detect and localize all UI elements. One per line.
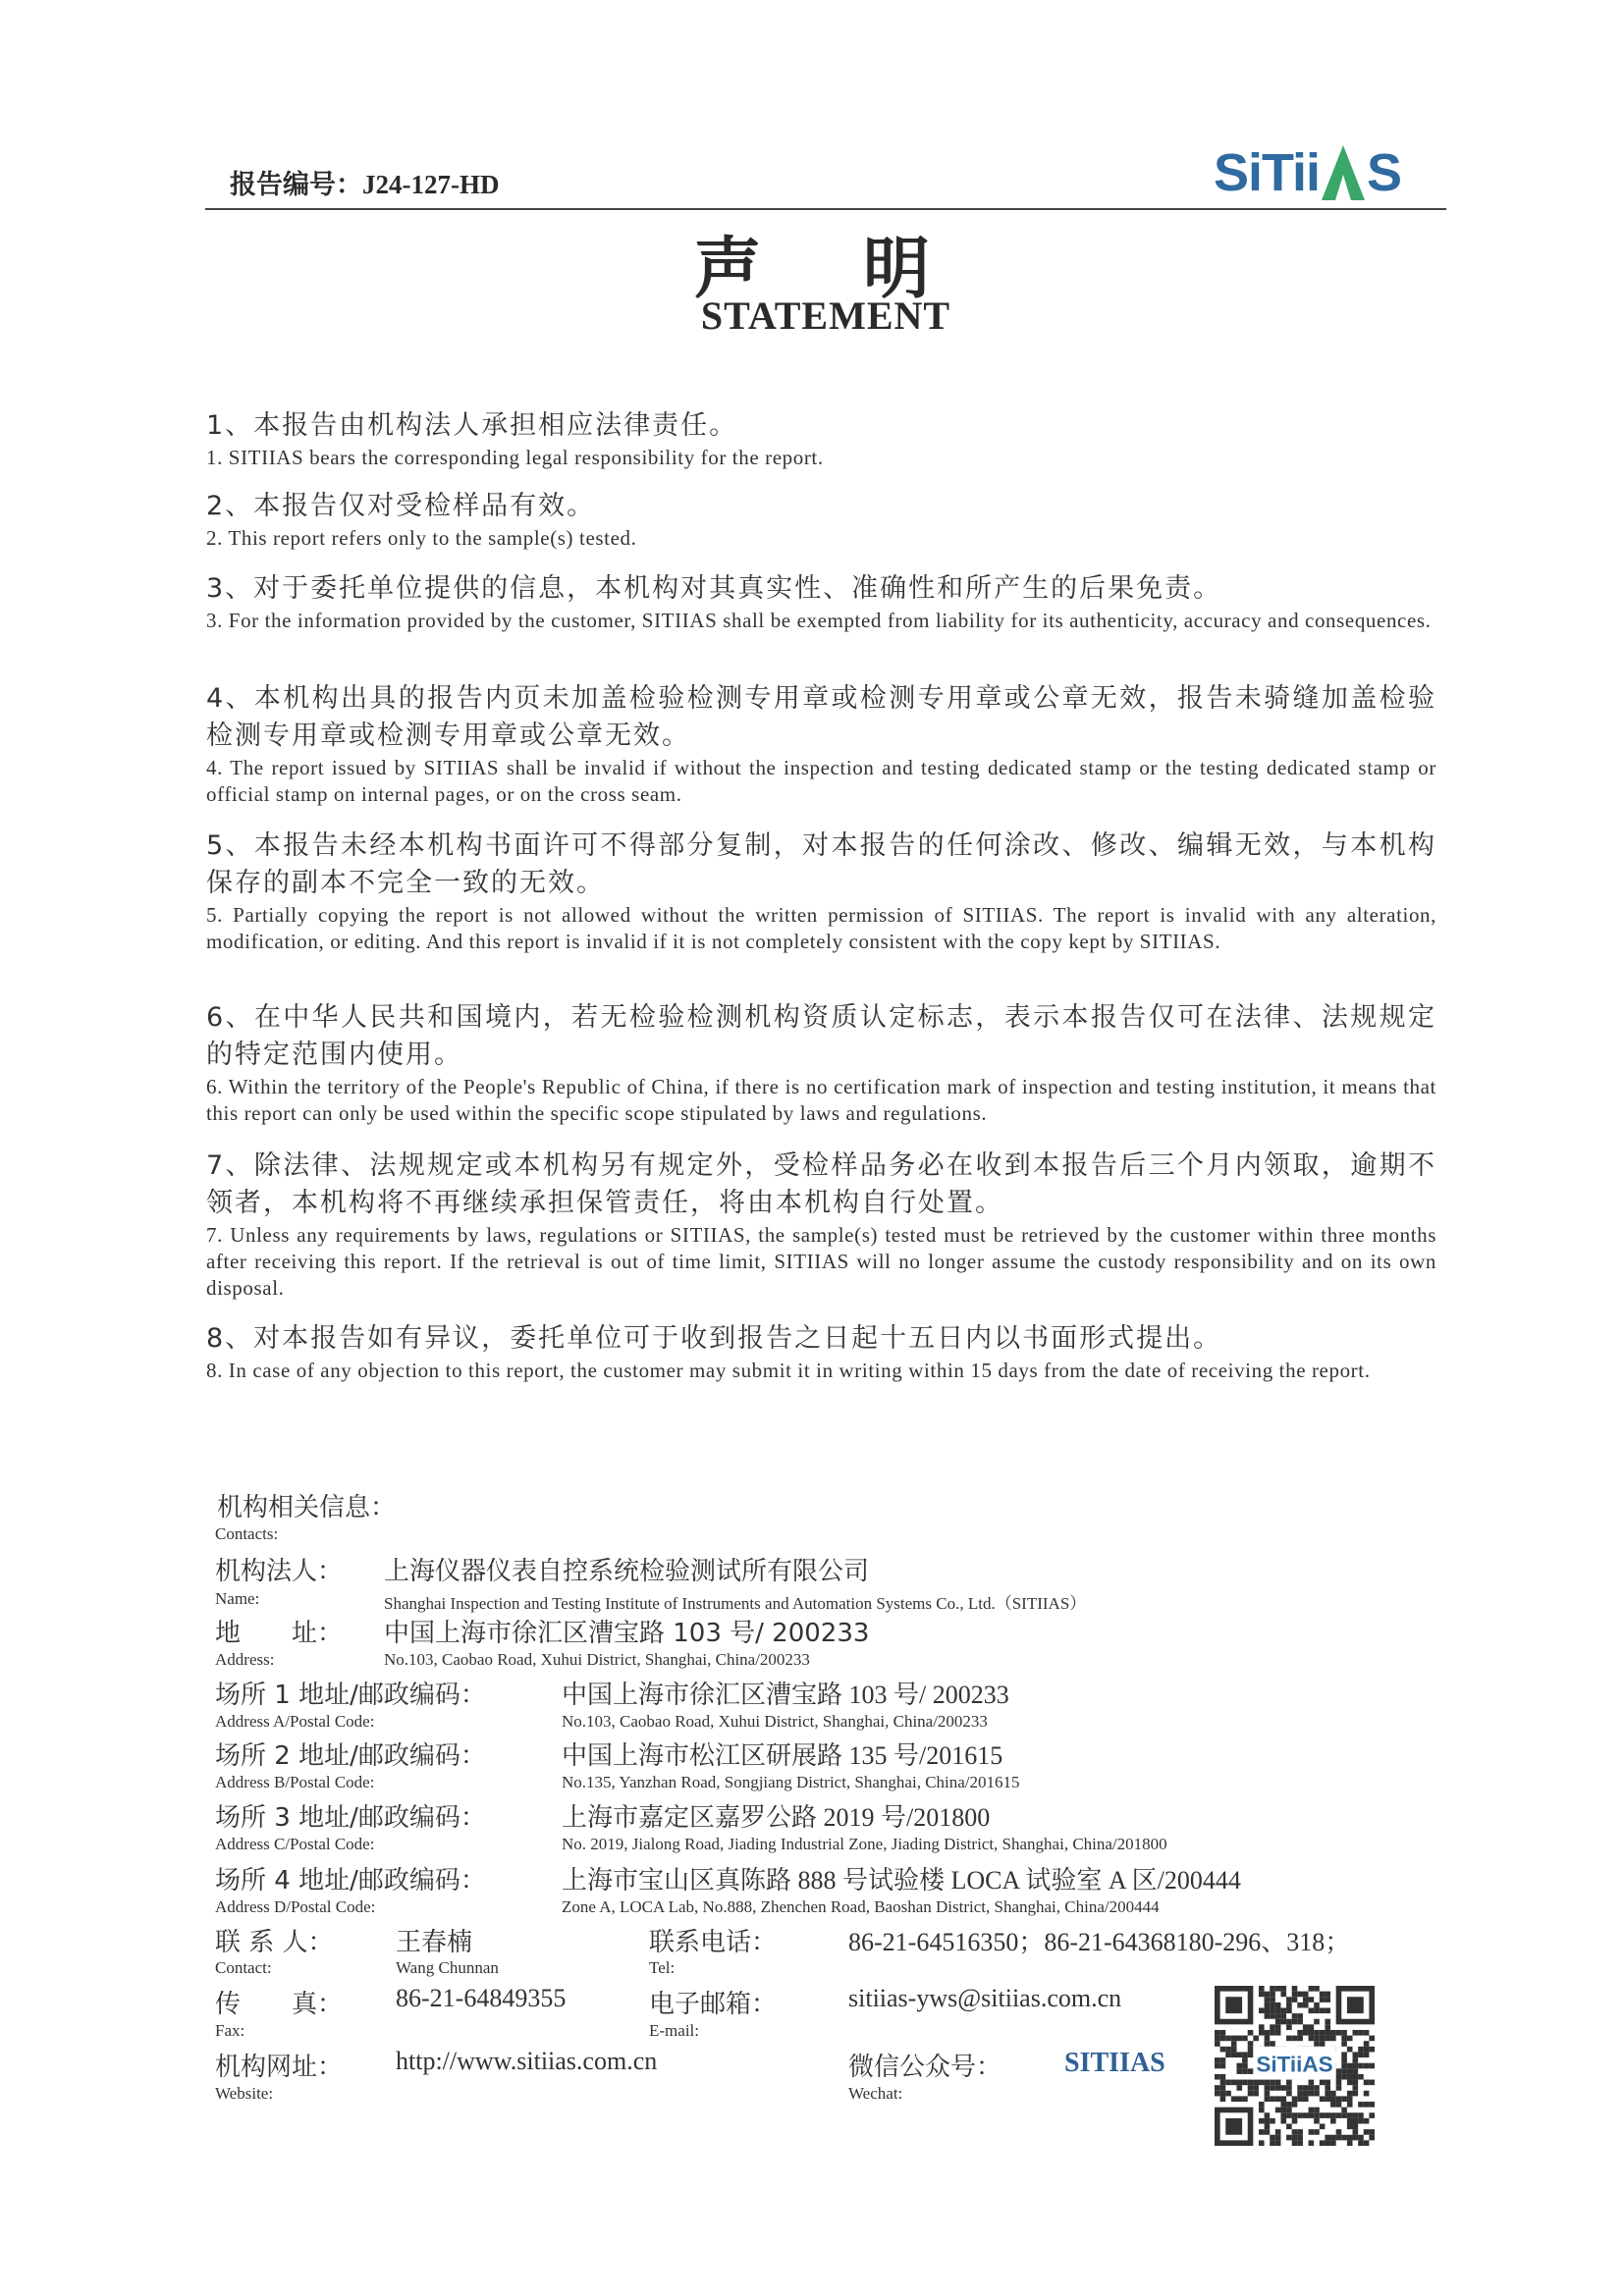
name-label-en: Name: (215, 1589, 260, 1608)
site-address-cn: 中国上海市徐汇区漕宝路 103 号/ 200233 (562, 1681, 1009, 1709)
svg-text:SiTiiAS: SiTiiAS (1256, 2052, 1333, 2077)
statement-item (206, 1320, 1436, 1384)
contact-person-cn: 王春楠 (396, 1928, 473, 1957)
site-address-label-en: Address A/Postal Code: (215, 1712, 375, 1731)
statement-cn: 1、本报告由机构法人承担相应法律责任。 (206, 410, 738, 441)
statement-cn: 8、对本报告如有异议，委托单位可于收到报告之日起十五日内以书面形式提出。 (206, 1323, 1222, 1354)
statement-item (206, 680, 1436, 808)
statement-item (206, 488, 1436, 552)
statement-cn: 5、本报告未经本机构书面许可不得部分复制，对本报告的任何涂改、修改、编辑无效，与本机构保存的副本不完全一致的无效。 (206, 830, 1436, 898)
site-address-cn: 上海市宝山区真陈路 888 号试验楼 LOCA 试验室 A 区/200444 (562, 1866, 1241, 1895)
site-address-en: No.103, Caobao Road, Xuhui District, Shanghai, China/200233 (562, 1712, 988, 1731)
header-divider (205, 208, 1446, 210)
fax-label: 传 真： (215, 1990, 344, 2019)
sitiias-logo: SiTii S (1214, 143, 1402, 202)
org-name-en: Shanghai Inspection and Testing Institute of Instruments and Automation Systems Co., Ltd.（SITIIAS） (384, 1594, 1087, 1613)
statement-en: 5. Partially copying the report is not allowed without the written permission of SITIIAS. The report is invalid with any alteration, modification, or editing. And this report is invalid if it is not completely consistent with the copy kept by SITIIAS. (206, 903, 1436, 953)
site-address-label: 场所 1 地址/邮政编码： (215, 1681, 486, 1710)
wechat-label: 微信公众号： (848, 2053, 1002, 2082)
address-label: 地 址： (215, 1619, 344, 1648)
report-number: 报告编号：J24-127-HD (230, 170, 500, 199)
statement-item (206, 1148, 1436, 1302)
contact-person-en: Wang Chunnan (396, 1958, 499, 1977)
wechat-account-logo: SITIIAS (1064, 2048, 1165, 2078)
page-title-en: STATEMENT (700, 294, 951, 338)
site-address-label-en: Address B/Postal Code: (215, 1773, 375, 1791)
site-address-label-en: Address C/Postal Code: (215, 1835, 375, 1853)
contact-label: 联 系 人： (215, 1928, 334, 1957)
statement-cn: 4、本机构出具的报告内页未加盖检验检测专用章或检测专用章或公章无效，报告未骑缝加盖检验检测专用章或检测专用章或公章无效。 (206, 683, 1436, 751)
address-cn: 中国上海市徐汇区漕宝路 103 号/ 200233 (384, 1619, 870, 1648)
statement-item (206, 407, 1436, 471)
contact-label-en: Contact: (215, 1958, 272, 1977)
site-address-en: No.135, Yanzhan Road, Songjiang District, Shanghai, China/201615 (562, 1773, 1020, 1791)
website-link[interactable]: http://www.sitiias.com.cn (396, 2047, 658, 2075)
statement-cn: 7、除法律、法规规定或本机构另有规定外，受检样品务必在收到本报告后三个月内领取，逾期不领者，本机构将不再继续承担保管责任，将由本机构自行处置。 (206, 1150, 1436, 1218)
site-address-label: 场所 4 地址/邮政编码： (215, 1866, 486, 1896)
site-address-en: No. 2019, Jialong Road, Jiading Industrial Zone, Jiading District, Shanghai, China/201800 (562, 1835, 1167, 1853)
website-label: 机构网址： (215, 2053, 344, 2082)
site-address-label: 场所 2 地址/邮政编码： (215, 1741, 486, 1771)
statement-cn: 6、在中华人民共和国境内，若无检验检测机构资质认定标志，表示本报告仅可在法律、法规规定的特定范围内使用。 (206, 1002, 1436, 1070)
tel-label: 联系电话： (649, 1928, 778, 1957)
title-char: 明 (863, 231, 931, 308)
tel-value: 86-21-64516350；86-21-64368180-296、318； (848, 1928, 1351, 1956)
statement-en: 3. For the information provided by the customer, SITIIAS shall be exempted from liability for its authenticity, accuracy and consequences. (206, 609, 1432, 632)
statement-item (206, 570, 1436, 634)
email-link[interactable]: sitiias-yws@sitiias.com.cn (848, 1984, 1122, 2012)
email-label: 电子邮箱： (649, 1990, 778, 2019)
statement-cn: 2、本报告仅对受检样品有效。 (206, 491, 596, 521)
contacts-heading-en: Contacts: (215, 1524, 279, 1543)
address-en: No.103, Caobao Road, Xuhui District, Shanghai, China/200233 (384, 1650, 810, 1669)
statement-item (206, 999, 1436, 1127)
title-char: 声 (693, 231, 761, 308)
fax-value: 86-21-64849355 (396, 1984, 567, 2012)
contacts-heading: 机构相关信息： (217, 1493, 397, 1522)
statement-en: 8. In case of any objection to this report, the customer may submit it in writing within 15 days from the date of receiving the report. (206, 1359, 1371, 1382)
org-name-cn: 上海仪器仪表自控系统检验测试所有限公司 (384, 1557, 870, 1586)
statement-en: 1. SITIIAS bears the corresponding legal responsibility for the report. (206, 446, 824, 469)
name-label: 机构法人： (215, 1557, 344, 1586)
tel-label-en: Tel: (649, 1958, 676, 1977)
statement-item (206, 828, 1436, 955)
statement-cn: 3、对于委托单位提供的信息，本机构对其真实性、准确性和所产生的后果免责。 (206, 573, 1222, 604)
statement-en: 7. Unless any requirements by laws, regulations or SITIIAS, the sample(s) tested must be retrieved by the customer within three months after receiving this report. If the retrieval is out of time limit, SITIIAS will no longer assume the custody responsibility and on its own disposal. (206, 1223, 1436, 1300)
site-address-cn: 中国上海市松江区研展路 135 号/201615 (562, 1741, 1003, 1770)
site-address-en: Zone A, LOCA Lab, No.888, Zhenchen Road, Baoshan District, Shanghai, China/200444 (562, 1897, 1160, 1916)
statement-en: 4. The report issued by SITIIAS shall be invalid if without the inspection and testing dedicated stamp or the testing dedicated stamp or official stamp on internal pages, or on the cross seam. (206, 756, 1436, 806)
email-label-en: E-mail: (649, 2021, 699, 2040)
website-label-en: Website: (215, 2084, 274, 2103)
wechat-label-en: Wechat: (848, 2084, 903, 2103)
address-label-en: Address: (215, 1650, 275, 1669)
statement-en: 6. Within the territory of the People's Republic of China, if there is no certification mark of inspection and testing institution, it means that this report can only be used within the specific scope stipulated by laws and regulations. (206, 1075, 1436, 1125)
statement-en: 2. This report refers only to the sample(s) tested. (206, 526, 637, 550)
site-address-label: 场所 3 地址/邮政编码： (215, 1803, 486, 1833)
qr-code-icon (1215, 1986, 1375, 2146)
fax-label-en: Fax: (215, 2021, 245, 2040)
site-address-label-en: Address D/Postal Code: (215, 1897, 376, 1916)
site-address-cn: 上海市嘉定区嘉罗公路 2019 号/201800 (562, 1803, 991, 1832)
